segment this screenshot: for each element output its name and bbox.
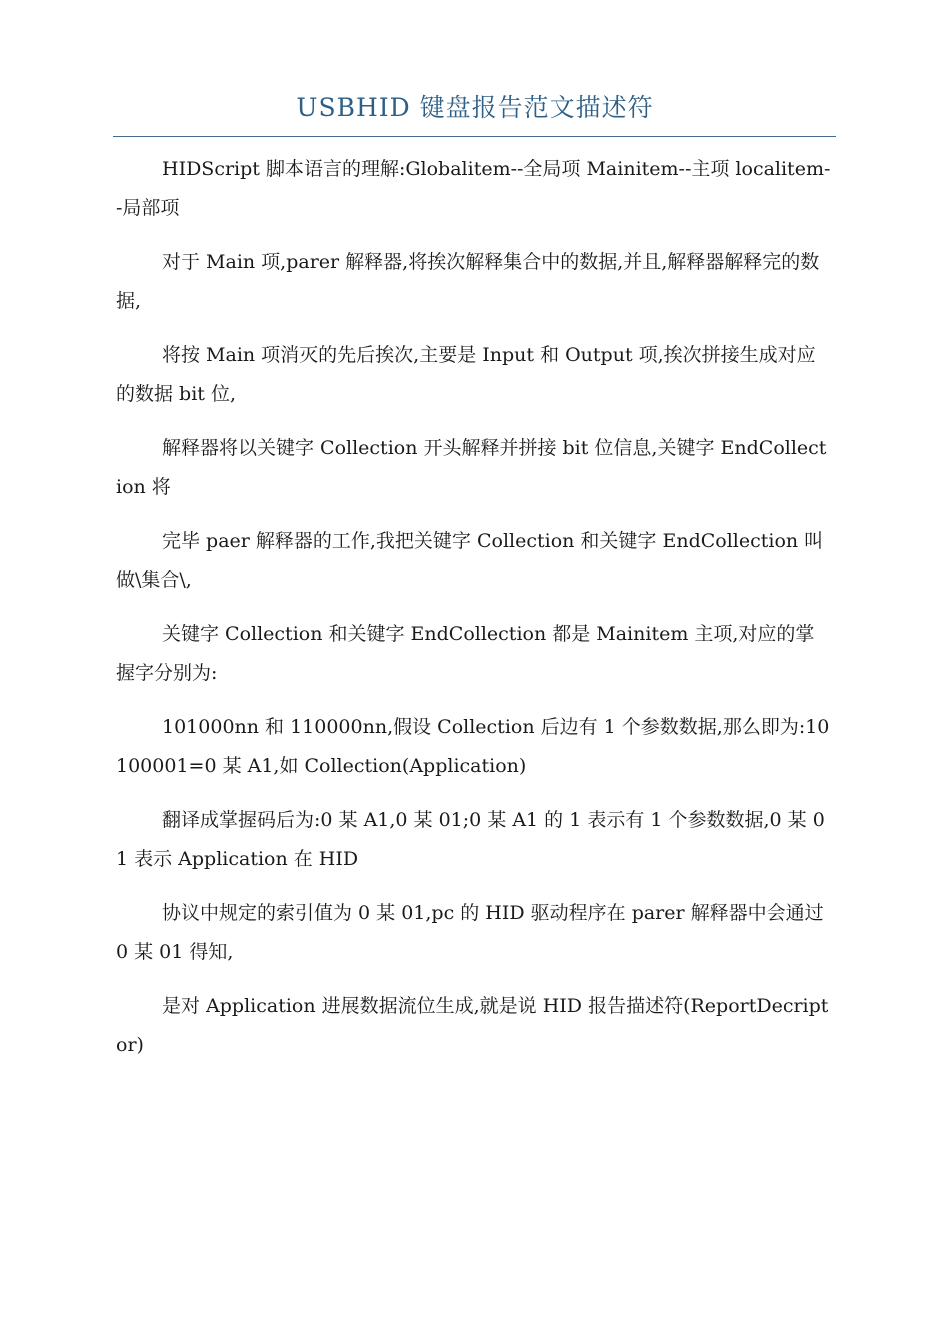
document-body: [116, 150, 832, 1080]
paragraph-3: 将按 Main 项消灭的先后挨次,主要是 Input 和 Output 项,挨次拼接生成对应的数据 bit 位,: [116, 344, 816, 405]
paragraph-7: 101000nn 和 110000nn,假设 Collection 后边有 1 个参数数据,那么即为:10100001=0 某 A1,如 Collection(Application): [116, 716, 830, 777]
document-title: USBHID 键盘报告范文描述符: [296, 93, 654, 122]
paragraph-6: 关键字 Collection 和关键字 EndCollection 都是 Mainitem 主项,对应的掌握字分别为:: [116, 623, 815, 684]
paragraph-4: 解释器将以关键字 Collection 开头解释并拼接 bit 位信息,关键字 EndCollection 将: [116, 437, 827, 498]
paragraph-2: 对于 Main 项,parer 解释器,将挨次解释集合中的数据,并且,解释器解释完的数据,: [116, 251, 820, 312]
title-underline: [113, 136, 836, 137]
paragraph-1: HIDScript 脚本语言的理解:Globalitem--全局项 Mainitem--主项 localitem--局部项: [116, 158, 831, 219]
paragraph-5: 完毕 paer 解释器的工作,我把关键字 Collection 和关键字 EndCollection 叫做\集合\,: [116, 530, 824, 591]
paragraph-10: 是对 Application 进展数据流位生成,就是说 HID 报告描述符(ReportDecriptor): [116, 995, 829, 1056]
paragraph-9: 协议中规定的索引值为 0 某 01,pc 的 HID 驱动程序在 parer 解释器中会通过 0 某 01 得知,: [116, 902, 824, 963]
paragraph-8: 翻译成掌握码后为:0 某 A1,0 某 01;0 某 A1 的 1 表示有 1 个参数数据,0 某 01 表示 Application 在 HID: [116, 809, 825, 870]
